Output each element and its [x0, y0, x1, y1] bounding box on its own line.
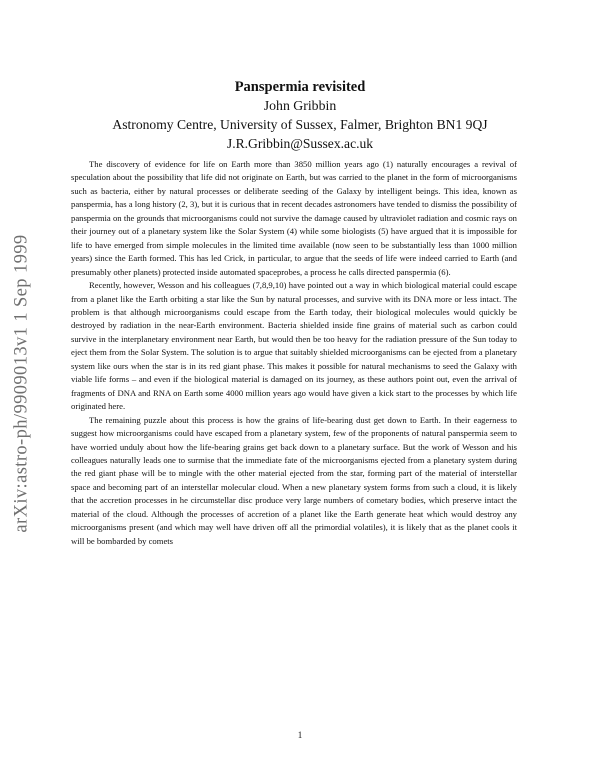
arxiv-identifier: arXiv:astro-ph/9909013v1 1 Sep 1999: [11, 233, 32, 533]
page-number: 1: [297, 730, 303, 740]
paper-header: [0, 78, 600, 153]
author-name: John Gribbin: [263, 98, 337, 113]
author-affiliation: Astronomy Centre, University of Sussex, Falmer, Brighton BN1 9QJ: [112, 117, 488, 132]
paragraph: Recently, however, Wesson and his colleagues (7,8,9,10) have pointed out a way in which biological material could escape from a planet like the Earth orbiting a star like the Sun by natural processes, and survive with its DNA more or less intact. The problem is that although microorganisms could escape from the Earth today, their biological molecules would quickly be destroyed by radiation in the near-Earth environment. Bacteria shielded inside fine grains of material such as carbon could survive in the interplanetary environment near Earth, but would then be too heavy for the radiation pressure of the Sun today to eject them from the Solar System. The solution is to argue that suitably shielded microorganisms can be ejected from a planetary system like ours when the star is in its red giant phase. This makes it possible for natural mechanisms to seed the Galaxy with viable life forms – and even if the biological material is damaged on its journey, as these authors point out, even the arrival of fragments of DNA and RNA on Earth some 4000 million years ago would have given a kick start to the processes by which life originated here.: [71, 280, 517, 412]
arxiv-identifier-margin: [4, 208, 40, 558]
paragraph: The remaining puzzle about this process is how the grains of life-bearing dust get down to Earth. In their eagerness to suggest how microorganisms could have escaped from a planetary system, few of the proponents of natural panspermia seem to have worried unduly about how the life-bearing grains get back down to a planetary surface. But the work of Wesson and his colleagues naturally leads one to surmise that the immediate fate of the microorganisms ejected from a planetary system during the red giant phase will be to mingle with the other material ejected from the star, forming part of the material of interstellar space and becoming part of an interstellar molecular cloud. When a new planetary system forms from such a cloud, it is likely that the accretion processes in he circumstellar disc produce very large numbers of cometary bodies, which preserve intact the material of the cloud. Although the processes of accretion of a planet like the Earth generate heat which would destroy any microorganisms present (and which may well have driven off all the primordial volatiles), it is likely that as the planet cools it will be bombarded by comets: [71, 414, 517, 546]
author-email: J.R.Gribbin@Sussex.ac.uk: [226, 136, 374, 151]
paragraph: The discovery of evidence for life on Earth more than 3850 million years ago (1) naturally encourages a revival of speculation about the possibility that life did not originate on Earth, but was carried to the planet in the form of microorganisms such as bacteria, either by natural processes or deliberate seeding of the Galaxy by intelligent beings. This idea, known as panspermia, has a long history (2, 3), but it is curious that in recent decades astronomers have tended to dismiss the possibility of panspermia on the grounds that microorganisms could not survive the damage caused by ultraviolet radiation and cosmic rays on their journey out of a planetary system like the Solar System (4) while some biologists (5) have argued that it is impossible for life to have emerged from simple molecules in the limited time available (now seen to be substantially less than 1000 million years) since the Earth formed. This has led Crick, in particular, to argue that the seeds of life were indeed carried to Earth (and presumably other planets) protected inside automated spaceprobes, a process he calls directed panspermia (6).: [71, 159, 517, 277]
paper-title: Panspermia revisited: [234, 79, 366, 95]
paper-body: [71, 158, 517, 548]
